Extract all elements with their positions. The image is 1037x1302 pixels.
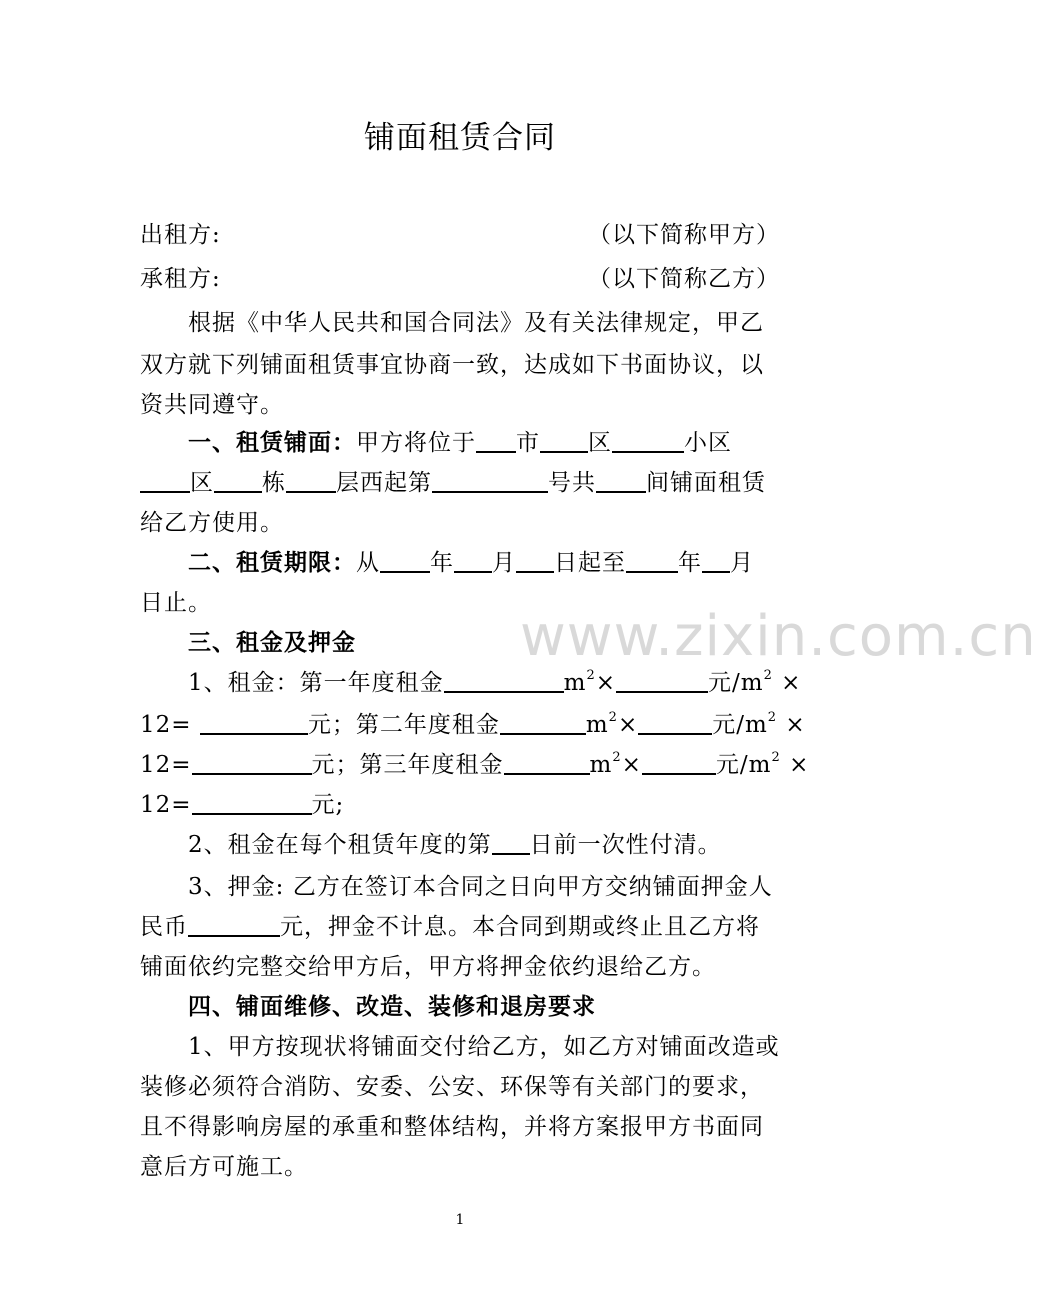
section-1-heading: 一、租赁铺面： [188,430,356,456]
section-1-line-1 [188,428,780,458]
section-4-line-2: 装修必须符合消防、安委、公安、环保等有关部门的要求， [140,1074,764,1100]
section-3-heading: 三、租金及押金 [188,630,356,656]
blank-building[interactable] [214,469,262,493]
deposit-line-1: 3、押金: 乙方在签订本合同之日向甲方交纳铺面押金人 [188,874,773,900]
deposit-line-3: 铺面依约完整交给甲方后，甲方将押金依约退给乙方。 [140,954,716,980]
lessor-line [140,220,780,250]
section-1-line-3: 给乙方使用。 [140,510,284,536]
blank-community[interactable] [612,429,684,453]
rent-line-3-text: 元；第三年度租金 [311,752,504,778]
times-sign: × [781,670,802,696]
lessee-note: （以下简称乙方） [588,266,780,292]
s1-text-a: 甲方将位于 [356,430,476,456]
blank-start-year[interactable] [380,549,430,573]
blank-year1-area[interactable] [444,669,564,693]
blank-city[interactable] [476,429,516,453]
payment-text-a: 2、租金在每个租赁年度的第 [188,832,492,858]
section-4-heading: 四、铺面维修、改造、装修和退房要求 [188,994,596,1020]
blank-deposit-amount[interactable] [188,913,280,937]
s2-text-a: 从 [356,550,380,576]
watermark [520,604,1037,669]
unit-m: m [585,712,609,738]
blank-start-day[interactable] [516,549,554,573]
watermark-text: www.zixin.com.cn [520,604,1037,669]
twelve-equals: 12= [140,792,192,818]
blank-zone[interactable] [140,469,190,493]
unit-square: 2 [763,668,773,684]
rent-line-1-text: 1、租金：第一年度租金 [188,670,444,696]
blank-end-month[interactable] [702,549,730,573]
blank-year1-price[interactable] [616,669,708,693]
times-sign: × [785,712,806,738]
twelve-equals: 12= [140,712,192,738]
rent-line-1 [188,668,802,698]
payment-text-b: 日前一次性付清。 [529,832,722,858]
section-4-line-4: 意后方可施工。 [140,1154,308,1180]
s1-text-d: 小区 [684,430,732,456]
s1-text-b: 市 [516,430,540,456]
unit-square: 2 [767,710,778,726]
blank-year3-total[interactable] [192,791,312,815]
section-4-line-1: 1、甲方按现状将铺面交付给乙方，如乙方对铺面改造或 [188,1034,780,1060]
blank-year2-area[interactable] [500,711,586,735]
unit-square: 2 [586,668,596,684]
deposit-line-2 [140,912,780,942]
times-sign: × [617,712,639,738]
payment-line [188,830,780,860]
s1-text-i: 间铺面租赁 [646,470,766,496]
s2-text-b: 年 [430,550,454,576]
blank-end-year[interactable] [626,549,678,573]
s1-text-g: 层西起第 [336,470,432,496]
section-2-line-2: 日止。 [140,590,212,616]
blank-floor[interactable] [286,469,336,493]
s1-text-f: 栋 [262,470,286,496]
blank-payment-day[interactable] [492,831,530,855]
intro-line-2: 双方就下列铺面租赁事宜协商一致，达成如下书面协议，以 [140,352,764,378]
section-1-line-2 [140,468,780,498]
intro-line-3: 资共同遵守。 [140,392,284,418]
times-sign: × [789,752,810,778]
lessee-label: 承租方: [140,266,221,292]
times-sign: × [595,670,617,696]
page-title: 铺面租赁合同 [364,120,556,156]
section-2-heading: 二、租赁期限： [188,550,356,576]
times-sign: × [621,752,642,778]
s1-text-c: 区 [588,430,612,456]
s2-text-c: 月 [492,550,516,576]
blank-year2-price[interactable] [638,711,712,735]
blank-shop-number[interactable] [432,469,548,493]
unit-yuan-m: 元/m [712,712,768,738]
rent-line-4 [140,790,780,820]
rent-line-3 [140,750,810,780]
lessee-line [140,264,780,294]
unit-yuan-m: 元/m [708,670,764,696]
lessor-note: （以下简称甲方） [588,222,780,248]
blank-start-month[interactable] [454,549,492,573]
unit-m: m [589,752,613,778]
blank-year3-area[interactable] [504,751,590,775]
unit-m: m [563,670,587,696]
unit-square: 2 [612,750,622,766]
s2-text-d: 日起至 [554,550,626,576]
blank-district[interactable] [540,429,588,453]
deposit-text-b: 元，押金不计息。本合同到期或终止且乙方将 [280,914,760,940]
blank-year3-price[interactable] [642,751,716,775]
s1-text-e: 区 [190,470,214,496]
twelve-equals: 12= [140,752,192,778]
lessor-label: 出租方: [140,222,221,248]
deposit-text-a: 民币 [140,914,188,940]
rent-line-4-text: 元; [311,792,345,818]
s1-text-h: 号共 [548,470,596,496]
section-4-line-3: 且不得影响房屋的承重和整体结构，并将方案报甲方书面同 [140,1114,764,1140]
unit-square: 2 [608,710,618,726]
page-number: 1 [455,1212,465,1228]
blank-year2-total[interactable] [192,751,312,775]
unit-yuan-m: 元/m [715,752,772,778]
s2-text-f: 月 [730,550,754,576]
section-2-line-1 [188,548,780,578]
blank-shop-count[interactable] [596,469,646,493]
intro-line-1: 根据《中华人民共和国合同法》及有关法律规定，甲乙 [188,310,764,336]
rent-line-2-text: 元；第二年度租金 [307,712,500,738]
unit-square: 2 [771,750,781,766]
rent-line-2 [140,710,806,740]
s2-text-e: 年 [678,550,702,576]
blank-year1-total[interactable] [200,711,308,735]
